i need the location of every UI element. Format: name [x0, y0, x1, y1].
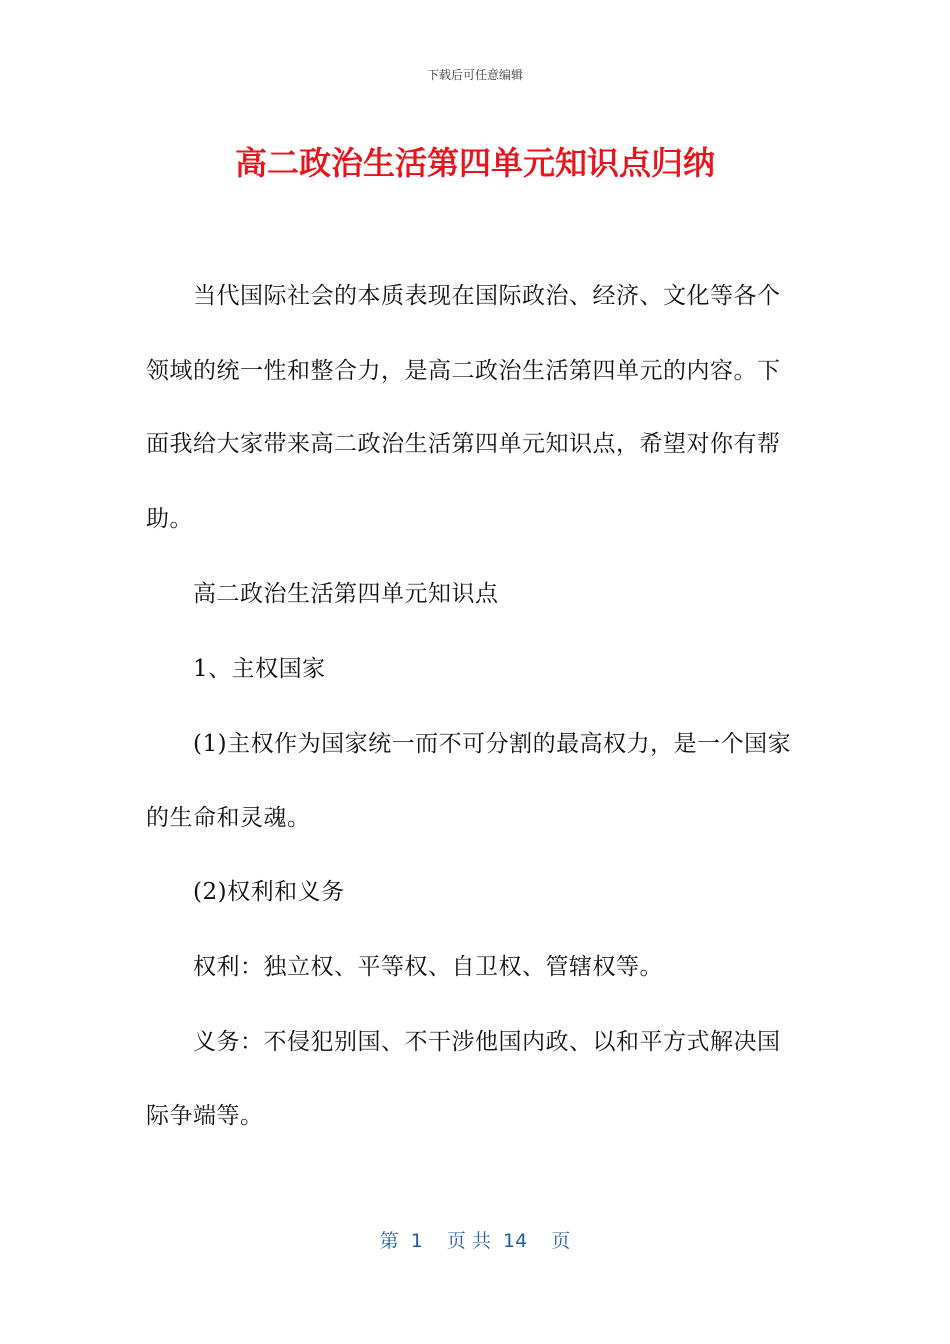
- rights-line: 权利：独立权、平等权、自卫权、管辖权等。: [193, 954, 663, 980]
- paragraph-intro-line-4: 助。: [146, 506, 193, 532]
- point-1-line-1: (1)主权作为国家统一而不可分割的最高权力，是一个国家: [193, 731, 792, 757]
- document-title: 高二政治生活第四单元知识点归纳: [234, 144, 715, 182]
- section-heading: 高二政治生活第四单元知识点: [193, 581, 499, 607]
- paragraph-intro-line-3: 面我给大家带来高二政治生活第四单元知识点，希望对你有帮: [146, 431, 781, 457]
- header-note: 下载后可任意编辑: [426, 68, 523, 82]
- point-2-heading: (2)权利和义务: [193, 879, 345, 905]
- subsection-heading-sovereign-state: 1、主权国家: [193, 656, 326, 682]
- paragraph-intro-line-2: 领域的统一性和整合力，是高二政治生活第四单元的内容。下: [146, 358, 781, 384]
- point-1-line-2: 的生命和灵魂。: [146, 805, 311, 831]
- duties-line-2: 际争端等。: [146, 1103, 264, 1129]
- page-number-footer: 第 1 页 共 14 页: [379, 1230, 571, 1252]
- duties-line-1: 义务：不侵犯别国、不干涉他国内政、以和平方式解决国: [193, 1029, 781, 1055]
- paragraph-intro-line-1: 当代国际社会的本质表现在国际政治、经济、文化等各个: [193, 283, 781, 309]
